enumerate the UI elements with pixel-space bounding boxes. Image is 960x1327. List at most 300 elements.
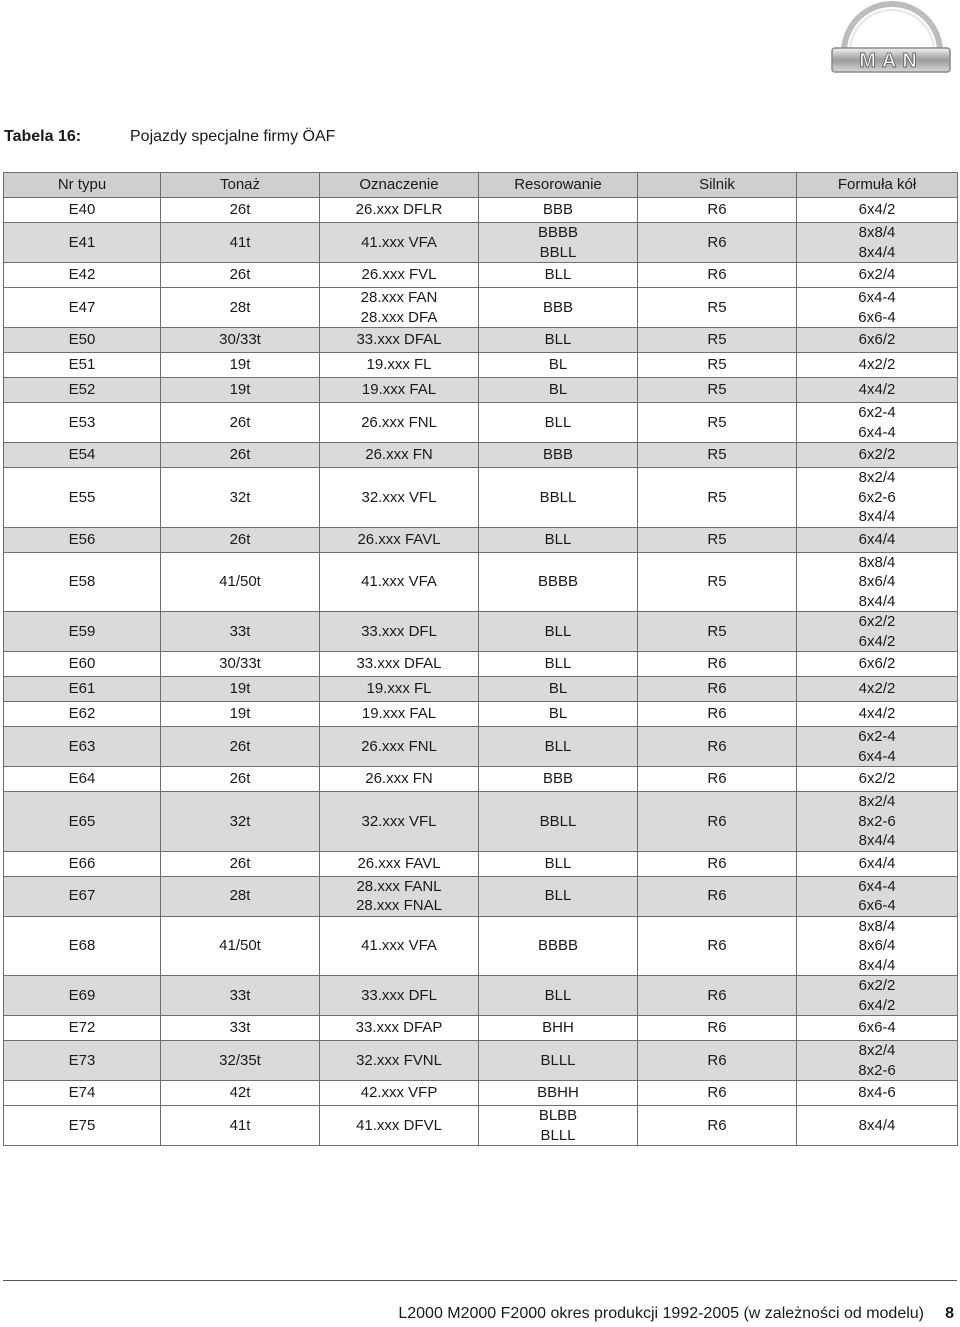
col-header-engine: Silnik [638, 173, 797, 198]
cell-engine [638, 263, 797, 288]
cell-designation [320, 443, 479, 468]
cell-line: BBBB [537, 224, 579, 241]
cell-suspension [479, 468, 638, 528]
cell-line: 30/33t [219, 331, 261, 349]
cell-designation [320, 652, 479, 677]
caption-label: Tabela 16: [4, 128, 82, 145]
cell-line: 26t [229, 770, 251, 788]
cell-line: E53 [68, 413, 96, 431]
cell-line: 41/50t [219, 937, 261, 954]
cell-line: 6x4/2 [858, 632, 896, 650]
cell-line: R5 [707, 446, 727, 464]
cell-type [4, 1106, 161, 1146]
cell-type [4, 527, 161, 552]
cell-suspension [479, 677, 638, 702]
cell-line: BLBB [538, 1107, 578, 1124]
col-header-designation: Oznaczenie [320, 173, 479, 198]
cell-line: 26t [229, 201, 251, 219]
table-row [4, 677, 958, 702]
cell-line: 42.xxx VFP [360, 1084, 438, 1102]
cell-designation [320, 976, 479, 1016]
cell-line: R5 [707, 488, 727, 506]
cell-line: BLL [544, 986, 572, 1004]
cell-tonnage [161, 727, 320, 767]
cell-line: 8x4/4 [858, 508, 896, 525]
cell-line: 41.xxx VFA [361, 937, 437, 954]
cell-line: E65 [68, 812, 96, 830]
cell-tonnage [161, 1016, 320, 1041]
cell-line: BBLL [539, 243, 577, 261]
cell-engine [638, 851, 797, 876]
cell-line: 6x2-4 [858, 728, 896, 745]
table-row [4, 403, 958, 443]
cell-line: BBB [542, 446, 573, 464]
table-row [4, 443, 958, 468]
cell-line: R6 [707, 705, 727, 723]
table-row [4, 851, 958, 876]
cell-designation [320, 702, 479, 727]
cell-designation [320, 328, 479, 353]
table-row [4, 353, 958, 378]
cell-tonnage [161, 263, 320, 288]
cell-line: R5 [707, 356, 727, 374]
cell-line: 4x2/2 [858, 356, 896, 374]
cell-suspension [479, 876, 638, 916]
cell-designation [320, 916, 479, 976]
table-row [4, 976, 958, 1016]
table-row [4, 876, 958, 916]
cell-line: 26.xxx FAVL [357, 854, 441, 872]
cell-tonnage [161, 378, 320, 403]
cell-line: E52 [68, 381, 96, 399]
cell-line: 26t [229, 854, 251, 872]
cell-line: R6 [707, 770, 727, 788]
cell-designation [320, 1016, 479, 1041]
cell-line: 28.xxx FANL [356, 877, 442, 895]
cell-line: BLL [544, 737, 572, 755]
cell-wheel-formula [797, 443, 958, 468]
cell-line: 8x4/4 [858, 832, 896, 849]
cell-tonnage [161, 652, 320, 677]
cell-line: 41.xxx DFVL [356, 1116, 442, 1134]
cell-engine [638, 612, 797, 652]
cell-line: 33.xxx DFAP [355, 1019, 443, 1037]
cell-engine [638, 1041, 797, 1081]
cell-type [4, 612, 161, 652]
cell-type [4, 443, 161, 468]
cell-line: 33.xxx DFL [361, 622, 437, 640]
cell-line: R5 [707, 331, 727, 349]
cell-line: E42 [68, 266, 96, 284]
cell-engine [638, 976, 797, 1016]
cell-line: 6x2/4 [858, 266, 896, 284]
cell-designation [320, 353, 479, 378]
table-row [4, 1081, 958, 1106]
cell-line: R6 [707, 887, 727, 905]
cell-line: R5 [707, 530, 727, 548]
cell-line: 6x6/2 [858, 655, 896, 673]
cell-line: 19.xxx FL [366, 356, 432, 374]
cell-line: 32t [229, 812, 251, 830]
cell-line: BBB [542, 201, 573, 219]
cell-designation [320, 792, 479, 852]
cell-line: BL [548, 705, 568, 723]
cell-tonnage [161, 288, 320, 328]
cell-type [4, 876, 161, 916]
cell-wheel-formula [797, 792, 958, 852]
cell-type [4, 702, 161, 727]
cell-engine [638, 353, 797, 378]
cell-line: 26t [229, 446, 251, 464]
cell-engine [638, 1016, 797, 1041]
cell-engine [638, 403, 797, 443]
cell-engine [638, 468, 797, 528]
cell-designation [320, 527, 479, 552]
cell-designation [320, 727, 479, 767]
cell-line: BLL [544, 530, 572, 548]
cell-line: BLL [544, 331, 572, 349]
cell-wheel-formula [797, 198, 958, 223]
cell-line: E41 [68, 233, 96, 251]
cell-designation [320, 288, 479, 328]
cell-suspension [479, 552, 638, 612]
cell-line: 32/35t [219, 1051, 261, 1069]
cell-type [4, 1016, 161, 1041]
cell-line: R6 [707, 737, 727, 755]
cell-line: 8x4/4 [858, 956, 896, 974]
cell-line: 33t [229, 1019, 251, 1037]
caption-title: Pojazdy specjalne firmy ÖAF [130, 128, 336, 145]
cell-line: 19t [229, 356, 251, 374]
cell-tonnage [161, 328, 320, 353]
cell-line: 28t [229, 887, 251, 905]
cell-line: E63 [68, 737, 96, 755]
cell-line: 6x4/2 [858, 201, 896, 219]
cell-line: E50 [68, 331, 96, 349]
cell-line: 6x4-4 [858, 423, 896, 441]
cell-wheel-formula [797, 916, 958, 976]
cell-line: 8x4/4 [858, 243, 896, 261]
cell-type [4, 552, 161, 612]
cell-tonnage [161, 677, 320, 702]
table-row [4, 612, 958, 652]
cell-line: E68 [68, 937, 96, 954]
cell-tonnage [161, 1081, 320, 1106]
cell-line: 32.xxx VFL [361, 488, 437, 506]
cell-line: 26.xxx FNL [361, 413, 437, 431]
cell-suspension [479, 288, 638, 328]
cell-line: 6x4/2 [858, 996, 896, 1014]
cell-tonnage [161, 976, 320, 1016]
cell-suspension [479, 612, 638, 652]
cell-wheel-formula [797, 727, 958, 767]
cell-wheel-formula [797, 1081, 958, 1106]
cell-engine [638, 876, 797, 916]
cell-line: 6x2/2 [858, 446, 896, 464]
cell-tonnage [161, 552, 320, 612]
table-row [4, 1106, 958, 1146]
cell-suspension [479, 702, 638, 727]
cell-designation [320, 468, 479, 528]
cell-wheel-formula [797, 652, 958, 677]
cell-line: BLL [544, 887, 572, 905]
cell-line: BBB [542, 298, 573, 316]
cell-line: R6 [707, 655, 727, 673]
cell-line: R6 [707, 1019, 727, 1037]
cell-line: 6x2/2 [858, 613, 896, 630]
cell-tonnage [161, 403, 320, 443]
cell-line: BLL [544, 622, 572, 640]
cell-line: E73 [68, 1051, 96, 1069]
cell-engine [638, 378, 797, 403]
cell-line: 33.xxx DFAL [356, 331, 442, 349]
col-header-tonnage: Tonaż [161, 173, 320, 198]
cell-designation [320, 1106, 479, 1146]
cell-engine [638, 1081, 797, 1106]
cell-wheel-formula [797, 677, 958, 702]
table-row [4, 1016, 958, 1041]
cell-line: BL [548, 381, 568, 399]
cell-designation [320, 1041, 479, 1081]
cell-tonnage [161, 767, 320, 792]
cell-line: 19t [229, 680, 251, 698]
cell-designation [320, 767, 479, 792]
cell-line: 32.xxx FVNL [356, 1051, 442, 1069]
table-row [4, 552, 958, 612]
cell-type [4, 652, 161, 677]
cell-line: E64 [68, 770, 96, 788]
cell-line: 8x2-6 [858, 812, 896, 830]
table-body [4, 198, 958, 1146]
cell-line: 4x4/2 [858, 705, 896, 723]
cell-designation [320, 198, 479, 223]
cell-tonnage [161, 1041, 320, 1081]
col-header-wheel-formula: Formuła kół [797, 173, 958, 198]
cell-line: E75 [68, 1116, 96, 1134]
cell-engine [638, 552, 797, 612]
cell-designation [320, 876, 479, 916]
cell-wheel-formula [797, 702, 958, 727]
cell-engine [638, 1106, 797, 1146]
cell-line: R5 [707, 622, 727, 640]
cell-wheel-formula [797, 353, 958, 378]
cell-wheel-formula [797, 552, 958, 612]
cell-line: 26.xxx FVL [361, 266, 437, 284]
cell-designation [320, 223, 479, 263]
cell-line: E58 [68, 573, 96, 590]
cell-type [4, 468, 161, 528]
cell-tonnage [161, 612, 320, 652]
cell-type [4, 328, 161, 353]
cell-suspension [479, 1041, 638, 1081]
cell-wheel-formula [797, 223, 958, 263]
cell-engine [638, 727, 797, 767]
cell-line: 28.xxx DFA [360, 308, 438, 326]
cell-suspension [479, 443, 638, 468]
cell-line: 30/33t [219, 655, 261, 673]
cell-line: 26.xxx FN [365, 446, 433, 464]
cell-suspension [479, 1016, 638, 1041]
cell-line: BBBB [537, 937, 579, 954]
cell-line: 19.xxx FAL [361, 381, 437, 399]
cell-tonnage [161, 527, 320, 552]
cell-suspension [479, 263, 638, 288]
cell-line: 8x2/4 [858, 793, 896, 810]
cell-line: 8x2/4 [858, 1042, 896, 1059]
cell-line: BBB [542, 770, 573, 788]
cell-line: E62 [68, 705, 96, 723]
cell-designation [320, 378, 479, 403]
cell-type [4, 851, 161, 876]
cell-tonnage [161, 792, 320, 852]
cell-line: 26t [229, 530, 251, 548]
cell-line: 6x2-6 [858, 488, 896, 506]
cell-line: E54 [68, 446, 96, 464]
cell-engine [638, 916, 797, 976]
cell-line: R6 [707, 201, 727, 219]
cell-suspension [479, 792, 638, 852]
cell-tonnage [161, 851, 320, 876]
cell-tonnage [161, 876, 320, 916]
cell-tonnage [161, 198, 320, 223]
cell-suspension [479, 378, 638, 403]
table-row [4, 792, 958, 852]
cell-line: E55 [68, 488, 96, 506]
cell-engine [638, 677, 797, 702]
cell-line: R6 [707, 1116, 727, 1134]
cell-suspension [479, 767, 638, 792]
table-row [4, 767, 958, 792]
cell-type [4, 727, 161, 767]
cell-line: R6 [707, 812, 727, 830]
cell-tonnage [161, 1106, 320, 1146]
cell-engine [638, 198, 797, 223]
cell-line: R5 [707, 413, 727, 431]
cell-designation [320, 403, 479, 443]
cell-line: BL [548, 680, 568, 698]
cell-line: 8x8/4 [858, 917, 896, 935]
footer-rule [3, 1280, 957, 1281]
cell-tonnage [161, 702, 320, 727]
cell-type [4, 378, 161, 403]
cell-line: 26t [229, 266, 251, 284]
cell-tonnage [161, 223, 320, 263]
cell-line: BBLL [539, 488, 577, 506]
cell-line: E61 [68, 680, 96, 698]
cell-line: 8x4-6 [858, 1084, 896, 1102]
cell-type [4, 353, 161, 378]
cell-type [4, 288, 161, 328]
cell-line: BL [548, 356, 568, 374]
vehicle-table [3, 172, 958, 1146]
cell-line: BBLL [539, 812, 577, 830]
cell-line: 8x6/4 [858, 573, 896, 590]
cell-suspension [479, 403, 638, 443]
cell-engine [638, 792, 797, 852]
cell-line: 6x2/2 [858, 770, 896, 788]
table-row [4, 702, 958, 727]
cell-tonnage [161, 443, 320, 468]
cell-wheel-formula [797, 263, 958, 288]
cell-line: R6 [707, 233, 727, 251]
man-logo [826, 0, 956, 80]
cell-tonnage [161, 353, 320, 378]
cell-line: 6x2/2 [858, 977, 896, 994]
cell-wheel-formula [797, 851, 958, 876]
cell-line: 33.xxx DFL [361, 986, 437, 1004]
cell-line: 6x6-4 [858, 308, 896, 326]
cell-line: 6x4/4 [858, 530, 896, 548]
cell-line: R5 [707, 573, 727, 590]
cell-engine [638, 288, 797, 328]
table-row [4, 916, 958, 976]
cell-suspension [479, 353, 638, 378]
cell-type [4, 677, 161, 702]
cell-line: BLL [544, 655, 572, 673]
cell-line: 41t [229, 233, 251, 251]
cell-line: BLL [544, 854, 572, 872]
table-row [4, 328, 958, 353]
cell-line: 42t [229, 1084, 251, 1102]
cell-type [4, 263, 161, 288]
cell-designation [320, 612, 479, 652]
cell-type [4, 1041, 161, 1081]
cell-engine [638, 702, 797, 727]
cell-line: 6x4-4 [858, 747, 896, 765]
cell-line: 26.xxx FNL [361, 737, 437, 755]
cell-line: E60 [68, 655, 96, 673]
table-row [4, 652, 958, 677]
cell-designation [320, 851, 479, 876]
cell-line: 33t [229, 622, 251, 640]
cell-suspension [479, 727, 638, 767]
cell-line: R5 [707, 381, 727, 399]
cell-type [4, 792, 161, 852]
cell-line: BLLL [540, 1051, 576, 1069]
cell-line: E66 [68, 854, 96, 872]
cell-suspension [479, 223, 638, 263]
cell-wheel-formula [797, 288, 958, 328]
cell-type [4, 198, 161, 223]
cell-line: 6x6-4 [858, 1019, 896, 1037]
cell-line: 6x4/4 [858, 854, 896, 872]
cell-line: 8x2-6 [858, 1061, 896, 1079]
cell-line: BBHH [537, 1084, 579, 1102]
table-row [4, 288, 958, 328]
cell-line: 19t [229, 705, 251, 723]
cell-line: R5 [707, 298, 727, 316]
cell-suspension [479, 198, 638, 223]
cell-line: 8x8/4 [858, 224, 896, 241]
cell-type [4, 403, 161, 443]
cell-line: 33.xxx DFAL [356, 655, 442, 673]
table-row [4, 378, 958, 403]
cell-wheel-formula [797, 1016, 958, 1041]
cell-line: 8x2/4 [858, 469, 896, 486]
cell-type [4, 916, 161, 976]
cell-line: E67 [68, 887, 96, 905]
cell-line: R6 [707, 680, 727, 698]
cell-line: 41/50t [219, 573, 261, 590]
cell-line: R6 [707, 1084, 727, 1102]
cell-wheel-formula [797, 876, 958, 916]
cell-line: 6x2-4 [858, 404, 896, 421]
cell-tonnage [161, 916, 320, 976]
cell-wheel-formula [797, 403, 958, 443]
cell-suspension [479, 976, 638, 1016]
cell-suspension [479, 652, 638, 677]
cell-designation [320, 263, 479, 288]
